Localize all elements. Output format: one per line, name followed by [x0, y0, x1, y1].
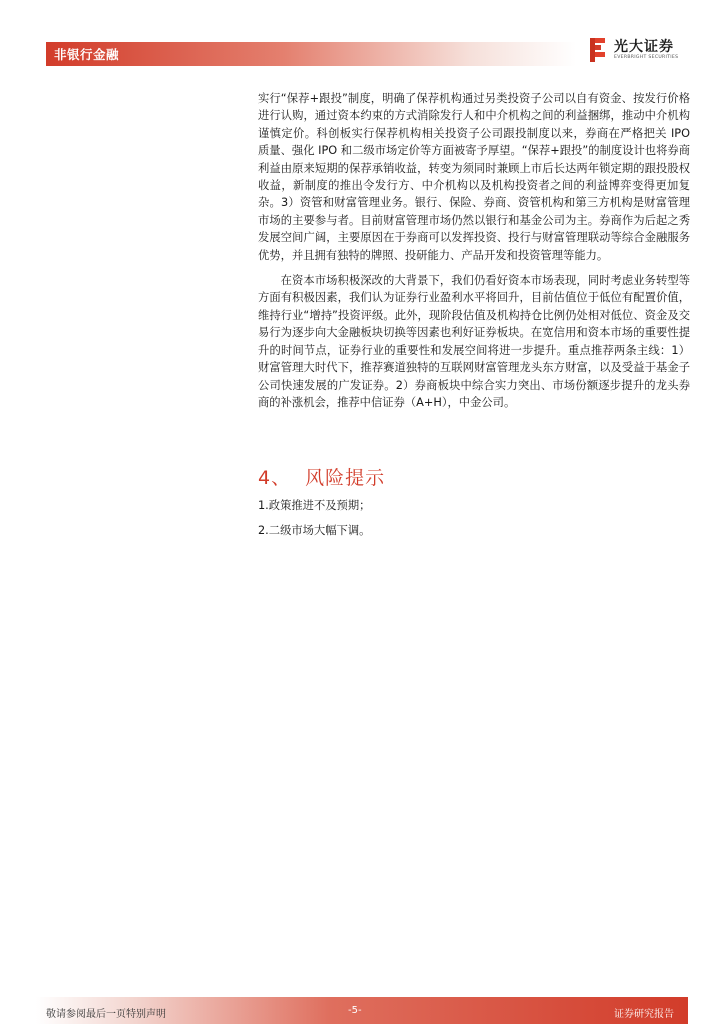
footer-bar — [36, 997, 688, 1024]
risk-section-title — [258, 463, 385, 490]
risk-item: 2.二级市场大幅下调。 — [258, 524, 371, 537]
everbright-logo-icon — [588, 36, 608, 64]
paragraph-2: 在资本市场积极深改的大背景下，我们仍看好资本市场表现，同时考虑业务转型等方面有积极因素，我们认为证券行业盈利水平将回升，目前估值位于低位有配置价值，维持行业“增持”投资评级。此外，现阶段估值及机构持仓比例仍处相对低位、资金及交易行为逐步向大金融板块切换等因素也利好证券板块。在宽信用和资本市场的重要性提升的时间节点，证券行业的重要性和发展空间将进一步提升。重点推荐两条主线：1）财富管理大时代下，推荐赛道独特的互联网财富管理龙头东方财富，以及受益于基金子公司快速发展的广发证券。2）券商板块中综合实力突出、市场份额逐步提升的龙头券商的补涨机会，推荐中信证券（A+H），中金公司。 — [258, 274, 690, 409]
footer-disclaimer: 敬请参阅最后一页特别声明 — [46, 1009, 166, 1020]
logo-name: 光大证券 — [614, 39, 674, 55]
risk-item: 1.政策推进不及预期； — [258, 499, 371, 512]
paragraph-1: 实行“保荐+跟投”制度，明确了保荐机构通过另类投资子公司以自有资金、按发行价格进行认购，通过资本约束的方式消除发行人和中介机构之间的利益捆绑，推动中介机构谨慎定价。科创板实行保荐机构相关投资子公司跟投制度以来，券商在严格把关 IPO 质量、强化 IPO 和二级市场定价等方面被寄予厚望。“保荐+跟投”的制度设计也将券商利益由原来短期的保荐承销收益，转变为须同时兼顾上市后长达两年锁定期的跟投股权收益，新制度的推出令发行方、中介机构以及机构投资者之间的利益博弈变得更加复杂。3）资管和财富管理业务。银行、保险、券商、资管机构和第三方机构是财富管理市场的主要参与者。目前财富管理市场仍然以银行和基金公司为主。券商作为后起之秀发展空间广阔，主要原因在于券商可以发挥投资、投行与财富管理联动等综合金融服务优势，并且拥有独特的牌照、投研能力、产品开发和投资管理等能力。 — [258, 92, 690, 262]
section-label: 非银行金融 — [54, 47, 120, 62]
header-bar — [46, 42, 576, 66]
section-heading: 风险提示 — [305, 467, 386, 489]
risk-list — [258, 497, 690, 547]
main-content — [258, 90, 690, 419]
report-type: 证券研究报告 — [614, 1009, 674, 1020]
everbright-logo — [588, 36, 698, 70]
logo-english: EVERBRIGHT SECURITIES — [614, 55, 679, 60]
section-number: 4、 — [258, 467, 292, 489]
page-number: -5- — [348, 1005, 362, 1016]
